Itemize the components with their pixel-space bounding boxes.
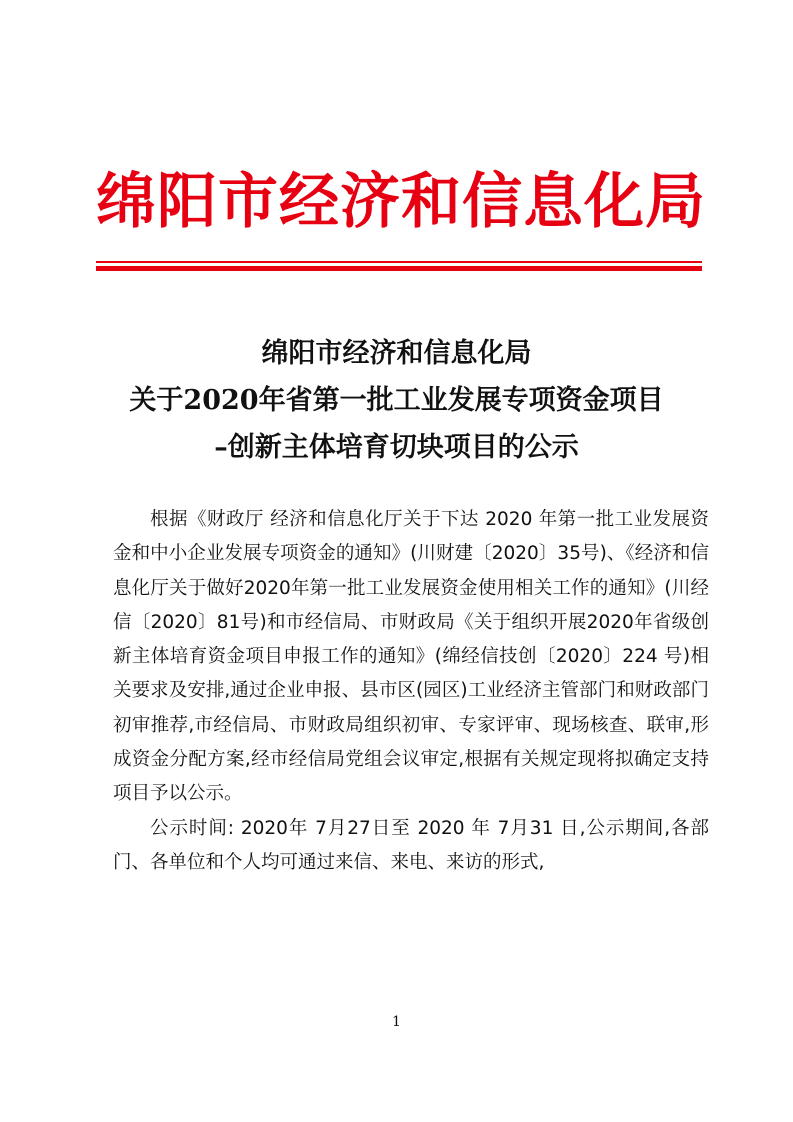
document-title [80,330,713,471]
page-number: 1 [392,1014,401,1030]
title-line-1: 绵阳市经济和信息化局 [261,338,532,369]
masthead-divider-thin [96,261,702,263]
body-paragraph-2: 公示时间: 2020年 7月27日至 2020 年 7月31 日,公示期间,各部门、各单位和个人均可通过来信、来电、来访的形式, [113,817,709,873]
document-body [113,503,709,880]
agency-masthead: 绵阳市经济和信息化局 [96,167,706,237]
title-line-2: 关于2020年省第一批工业发展专项资金项目 [129,385,664,416]
title-line-3: –创新主体培育切块项目的公示 [214,432,579,463]
body-paragraph-1: 根据《财政厅 经济和信息化厅关于下达 2020 年第一批工业发展资金和中小企业发展专项资金的通知》(川财建〔2020〕35号)、《经济和信息化厅关于做好2020年第一批工业发展资金使用相关工作的通知》(川经信〔2020〕81号)和市经信局、市财政局《关于组织开展2020年省级创新主体培育资金项目申报工作的通知》(绵经信技创〔2020〕224 号)相关要求及安排,通过企业申报、县市区(园区)工业经济主管部门和财政部门初审推荐,市经信局、市财政局组织初审、专家评审、现场核查、联审,形成资金分配方案,经市经信局党组会议审定,根据有关规定现将拟确定支持项目予以公示。 [113,509,709,805]
masthead-divider-thick [96,266,702,271]
